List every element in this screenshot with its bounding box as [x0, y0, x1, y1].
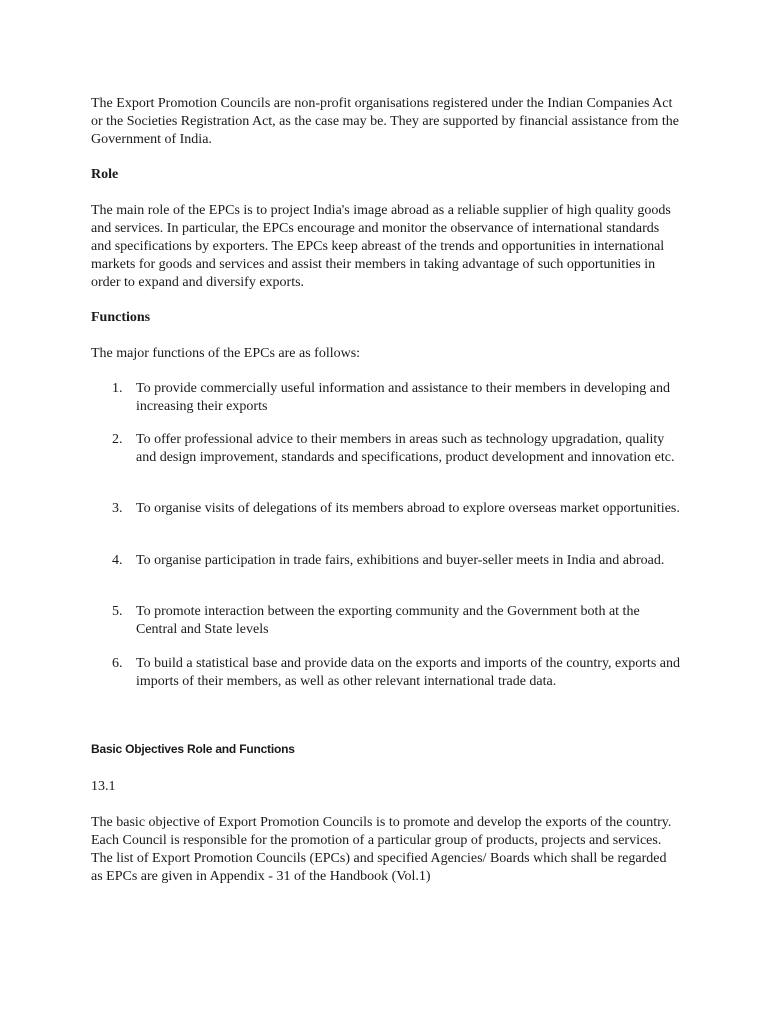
intro-paragraph: The Export Promotion Councils are non-profit organisations registered under the Indian Companies Act or the Societies Registration Act, as the case may be. They are supported by financial assistance from the Government of India. [91, 96, 679, 147]
objectives-paragraph: The basic objective of Export Promotion Councils is to promote and develop the exports of the country. Each Council is responsible for the promotion of a particular group of products, projects and services. The list of Export Promotion Councils (EPCs) and specified Agencies/ Boards which shall be regarded as EPCs are given in Appendix - 31 of the Handbook (Vol.1) [91, 815, 672, 884]
list-item-text: To build a statistical base and provide data on the exports and imports of the country, exports and imports of their members, as well as other relevant international trade data. [136, 656, 680, 689]
list-item-number: 2. [112, 432, 123, 447]
objectives-heading: Basic Objectives Role and Functions [91, 742, 295, 756]
list-item [91, 380, 681, 416]
section-number: 13.1 [91, 779, 116, 794]
list-item-text: To provide commercially useful information and assistance to their members in developing and increasing their exports [136, 381, 670, 414]
list-item-text: To promote interaction between the exporting community and the Government both at the Central and State levels [136, 604, 640, 637]
list-item-text: To organise participation in trade fairs, exhibitions and buyer-seller meets in India and abroad. [136, 553, 665, 568]
functions-heading: Functions [91, 310, 151, 325]
role-heading: Role [91, 167, 119, 182]
list-item-number: 5. [112, 604, 123, 619]
list-item-number: 4. [112, 553, 123, 568]
list-item-number: 3. [112, 501, 123, 516]
role-paragraph: The main role of the EPCs is to project India's image abroad as a reliable supplier of high quality goods and services. In particular, the EPCs encourage and monitor the observance of international standards and specifications by exporters. The EPCs keep abreast of the trends and opportunities in international markets for goods and services and assist their members in taking advantage of such opportunities in order to expand and diversify exports. [91, 203, 671, 290]
list-item [91, 431, 681, 467]
list-item [91, 655, 681, 691]
list-item [91, 552, 681, 570]
list-item-text: To offer professional advice to their members in areas such as technology upgradation, quality and design improvement, standards and specifications, product development and innovation etc. [136, 432, 675, 465]
list-item [91, 500, 681, 518]
list-item-number: 1. [112, 381, 123, 396]
list-item-number: 6. [112, 656, 123, 671]
list-item-text: To organise visits of delegations of its members abroad to explore overseas market opportunities. [136, 501, 680, 516]
list-item [91, 603, 681, 639]
functions-intro: The major functions of the EPCs are as follows: [91, 346, 361, 361]
